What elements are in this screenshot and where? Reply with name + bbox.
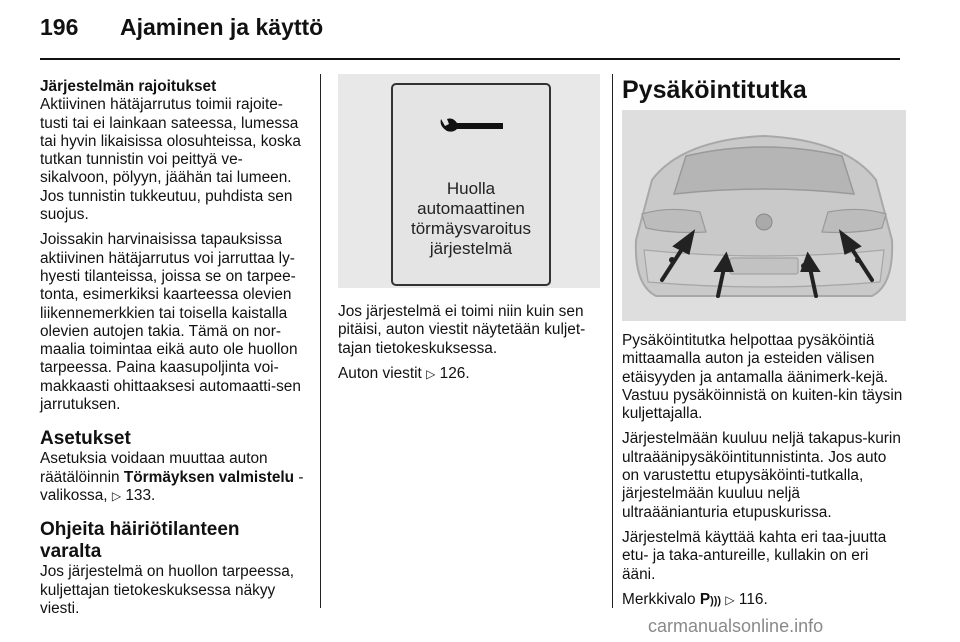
column-2 <box>338 303 600 390</box>
column-divider-left <box>320 74 321 608</box>
display-line-3: törmäysvaroitus <box>411 219 531 238</box>
vehicle-messages-page-ref[interactable]: 126. <box>439 364 470 382</box>
vehicle-messages-text: Auton viestit <box>338 364 422 382</box>
column-1 <box>40 78 305 625</box>
settings-paragraph <box>40 450 305 505</box>
vehicle-messages-ref <box>338 365 600 383</box>
settings-text: Asetuksia voidaan muuttaa auton räätälöinnin <box>40 450 268 486</box>
parking-paragraph-2: Järjestelmään kuuluu neljä takapus-kurin ultraäänipysäköintitunnistinta. Jos auto on varustettu etupysäköinti-tutkalla, järjestelmään kuuluu neljä ultraäänianturia etupuskurissa. <box>622 430 901 521</box>
car-rear-image <box>622 110 906 321</box>
car-rear-illustration <box>622 110 906 321</box>
fault-paragraph: Jos järjestelmä on huollon tarpeessa, kuljettajan tietokeskuksessa näkyy viesti. <box>40 563 295 617</box>
parking-indicator-ref <box>622 591 906 610</box>
column-divider-right <box>612 74 613 608</box>
display-text <box>393 179 549 259</box>
display-line-2: automaattinen <box>417 199 525 218</box>
page-reference-icon: ▷ <box>725 592 735 607</box>
parking-icon-letter: P <box>699 590 711 608</box>
display-line-1: Huolla <box>446 179 496 198</box>
settings-menu-name: Törmäyksen valmistelu <box>123 468 295 486</box>
parking-assist-icon <box>700 591 721 608</box>
settings-page-ref[interactable]: 133. <box>125 486 156 504</box>
settings-text-2: - valikossa, <box>40 468 304 504</box>
wrench-icon <box>437 111 507 141</box>
chapter-title: Ajaminen ja käyttö <box>120 14 324 40</box>
display-line-4: järjestelmä <box>429 239 513 258</box>
parking-paragraph-3: Järjestelmä käyttää kahta eri taa-juutta etu- ja taka-antureille, kullakin on eri ääni. <box>622 528 887 583</box>
sound-waves-icon: ))) <box>710 594 722 607</box>
page-reference-icon: ▷ <box>111 488 122 503</box>
column-3 <box>622 332 906 617</box>
watermark: carmanualsonline.info <box>648 616 824 636</box>
page-number: 196 <box>40 14 79 40</box>
section-heading: Pysäköintitutka <box>622 76 807 104</box>
limits-heading: Järjestelmän rajoitukset <box>40 78 217 95</box>
indicator-page-ref[interactable]: 116. <box>738 590 768 608</box>
fault-heading: Ohjeita häiriötilanteen varalta <box>40 519 240 563</box>
page-reference-icon: ▷ <box>426 366 436 381</box>
limits-paragraph-2: Joissakin harvinaisissa tapauksissa aktiivinen hätäjarrutus voi jarruttaa ly-hyesti tilanteissa, joissa se on tarpee-tonta, esimerkiksi kaarteessa olevien liikennemerkkien tai toisella kaistalla olevien autojen takia. Tämä on nor-maalia toimintaa eikä auto ole huollon tarpeessa. Paina kaasupoljinta voi-makkaasti ohittaaksesi automaatti-sen jarrutuksen. <box>40 231 301 414</box>
settings-heading: Asetukset <box>40 428 131 450</box>
limits-paragraph-1: Aktiivinen hätäjarrutus toimii rajoite-tusti tai ei lainkaan sateessa, lumessa tai hyvin likaisissa olosuhteissa, koska tutkan tunnistin voi peittyä ve-sikalvoon, pölyyn, jäähän tai lumeen. Jos tunnistin tukkeutuu, puhdista sen suojus. <box>40 96 301 224</box>
indicator-text: Merkkivalo <box>622 590 696 608</box>
message-paragraph: Jos järjestelmä ei toimi niin kuin sen pitäisi, auton viestit näytetään kuljet-tajan tietokeskuksessa. <box>338 303 586 357</box>
page-header <box>40 14 323 41</box>
parking-paragraph-1: Pysäköintitutka helpottaa pysäköintiä mittaamalla auton ja esteiden välisen etäisyyden ja antamalla äänimerk-kejä. Vastuu pysäköinnistä on kuiten-kin täysin kuljettajalla. <box>622 332 903 423</box>
header-rule <box>40 58 900 60</box>
driver-info-display <box>391 83 551 286</box>
